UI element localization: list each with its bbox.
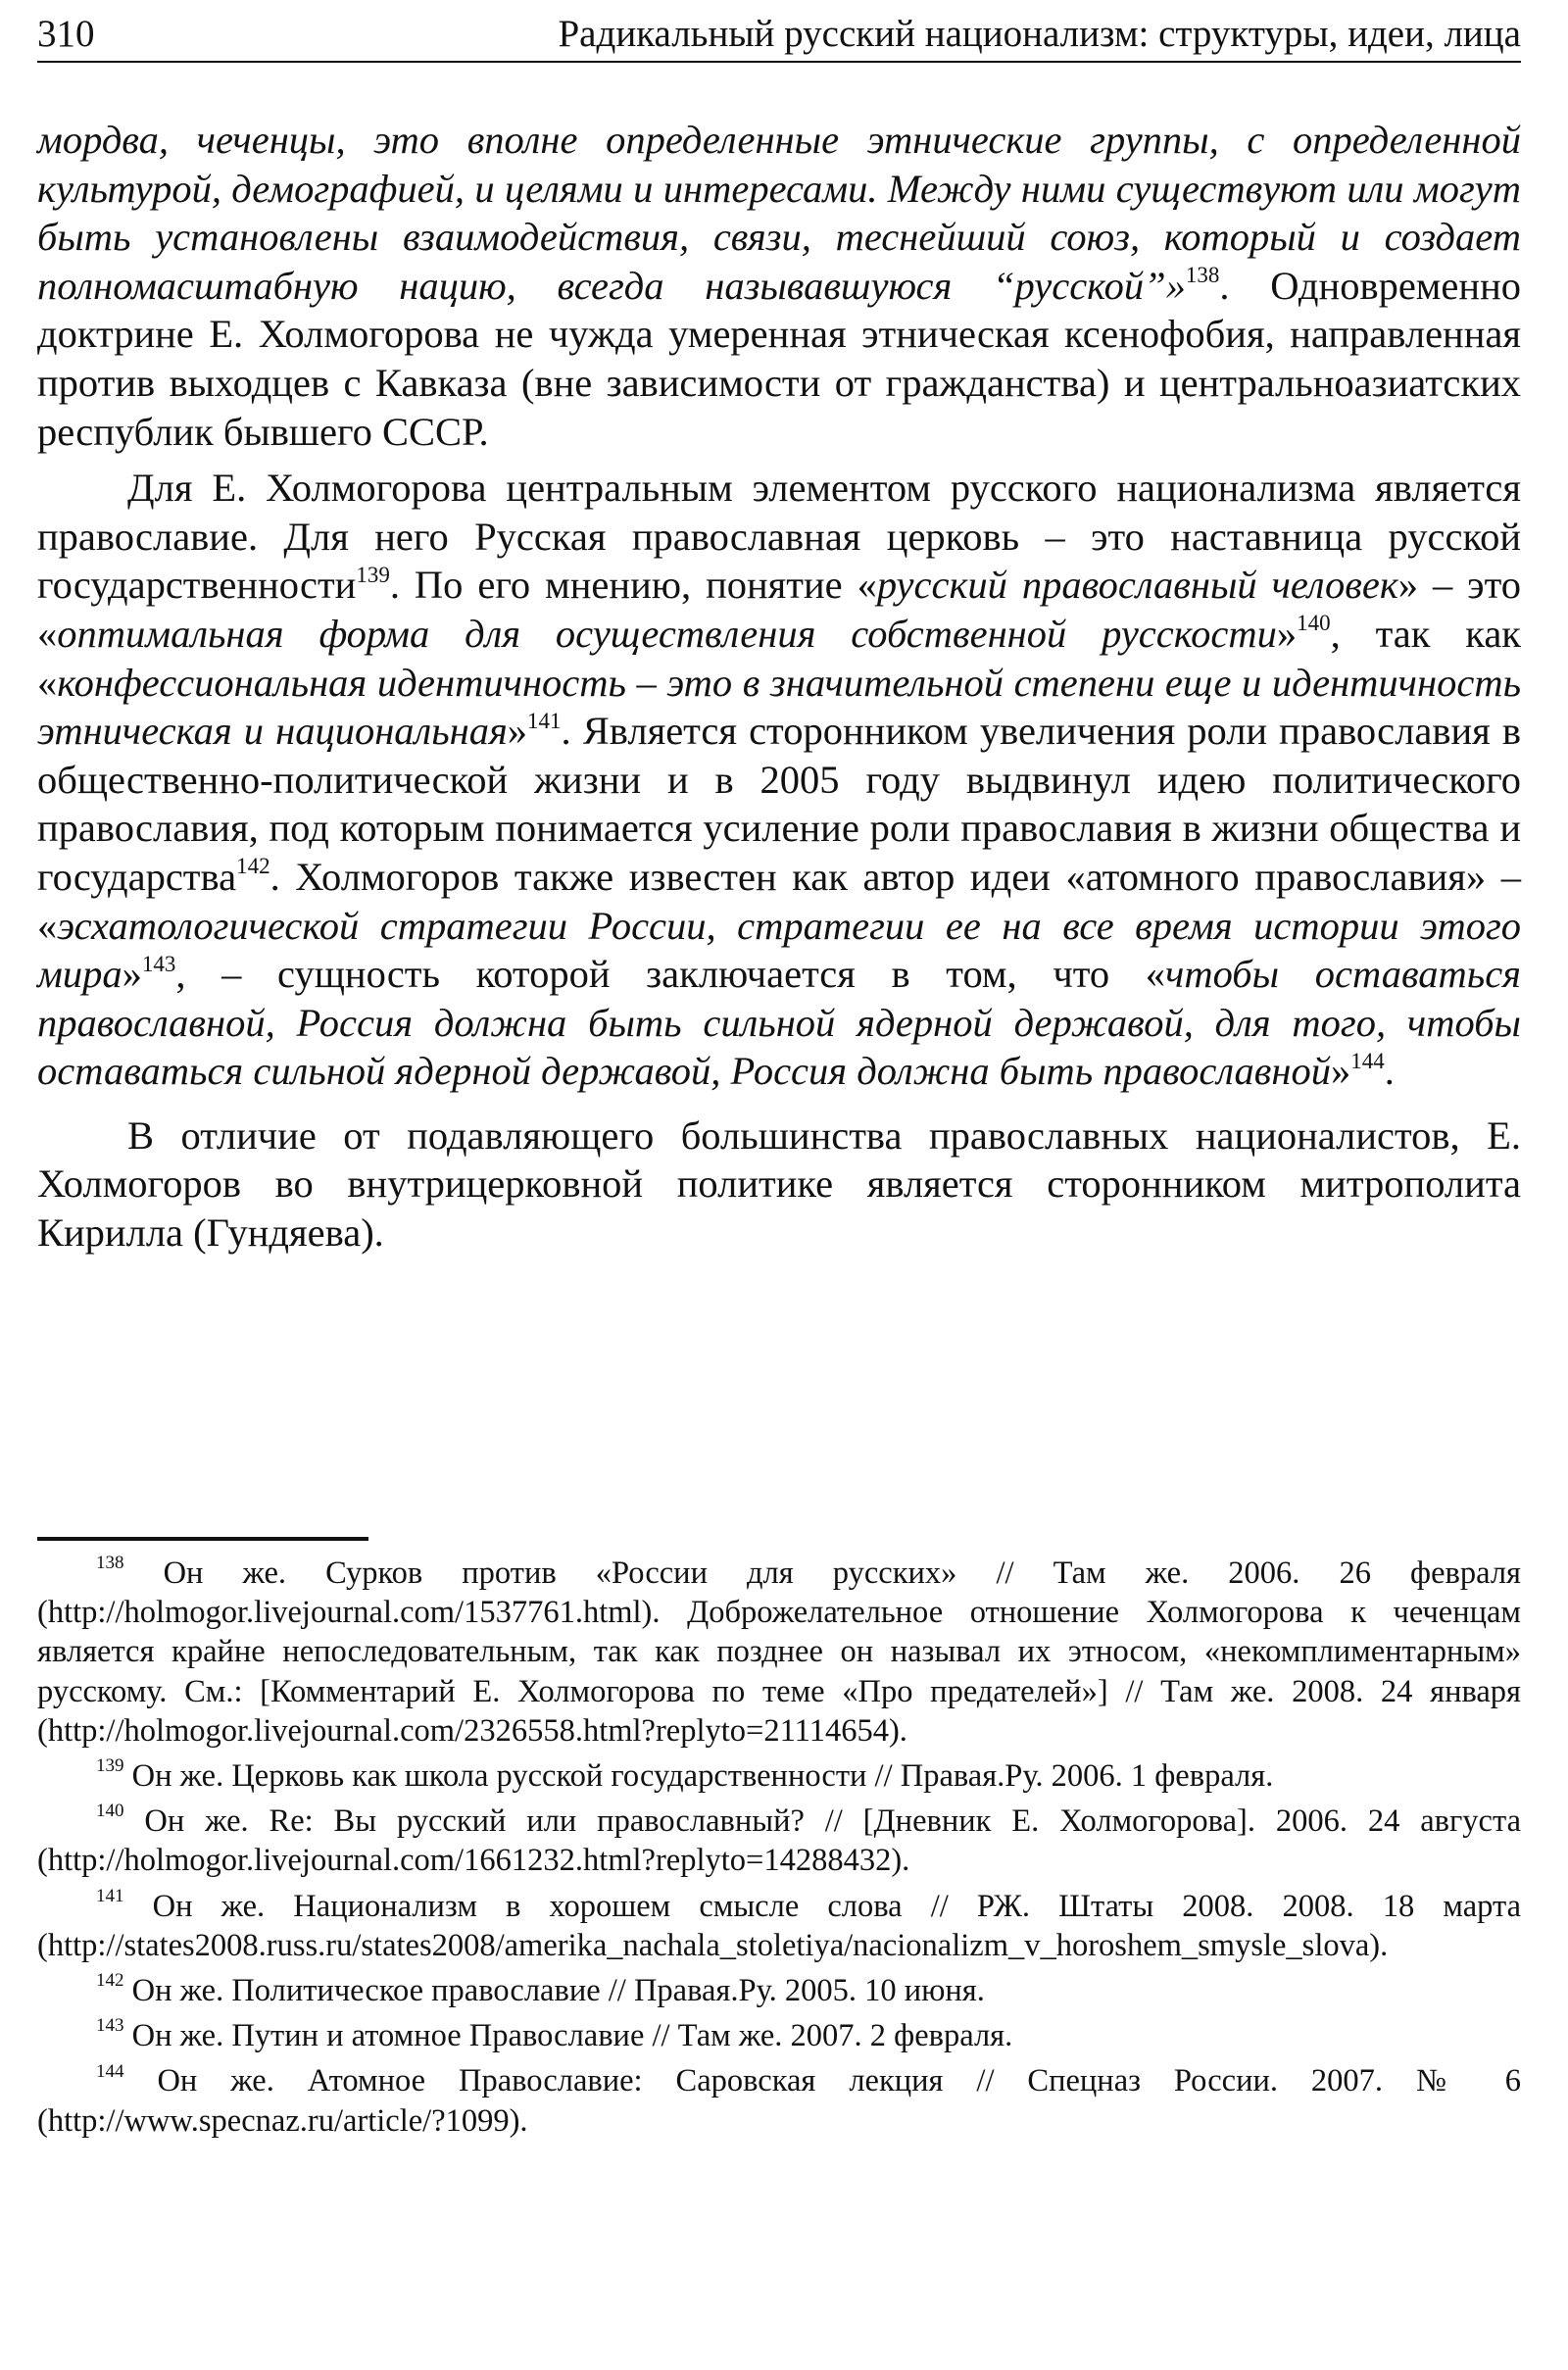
- footnotes: [37, 1554, 1521, 2147]
- footnote-text: Он же. Re: Вы русский или православный? // [Дневник Е. Холмогорова]. 2006. 24 августа (http://holmogor.livejournal.com/1661232.html?replyto=14288432).: [37, 1803, 1522, 1879]
- page-number: 310: [37, 13, 95, 55]
- paragraph-text: »: [1330, 1049, 1351, 1094]
- page-header: [37, 10, 1521, 63]
- footnote: [37, 2016, 1521, 2055]
- footnote-number: 140: [96, 1801, 124, 1822]
- quote-italic: эсхатологической стратегии России, стратегии ее на все время истории этого мира: [37, 903, 1521, 997]
- paragraph-text: . Холмогоров также известен как автор идеи «атомного православия» – «: [37, 854, 1521, 948]
- paragraph-orthodoxy: [37, 464, 1521, 1096]
- quote-italic: чтобы оставаться православной, Россия должна быть сильной ядерной державой, для того, чтобы оставаться сильной ядерной державой, Россия должна быть православной: [37, 952, 1521, 1094]
- footnote-ref: 144: [1350, 1048, 1385, 1073]
- paragraph-text: »: [507, 709, 528, 754]
- paragraph-text: . Одновременно доктрине Е. Холмогорова не чужда умеренная этническая ксенофобия, направленная против выходцев с Кавказа (вне зависимости от гражданства) и центральноазиатских республик бывшего СССР.: [37, 263, 1522, 454]
- paragraph-kirill: В отличие от подавляющего большинства православных националистов, Е. Холмогоров во внутрицерковной политике является сторонником митрополита Кирилла (Гундяева).: [37, 1112, 1521, 1256]
- footnote: [37, 1756, 1521, 1796]
- footnote: [37, 1802, 1521, 1880]
- paragraph-continuation: [37, 116, 1521, 456]
- paragraph-text: »: [1276, 611, 1298, 656]
- footnote-number: 138: [96, 1553, 124, 1574]
- main-text: [37, 116, 1521, 1258]
- footnote: [37, 2061, 1521, 2140]
- footnote: [37, 1887, 1521, 1965]
- paragraph-text: »: [122, 952, 142, 997]
- paragraph-text: .: [1384, 1049, 1395, 1094]
- paragraph-text: . Является сторонником увеличения роли православия в общественно-политической жизни и в 2005 году выдвинул идею политического православия, под которым понимается усиление роли православия в жизни общества и государства: [37, 709, 1521, 899]
- footnote-text: Он же. Сурков против «России для русских» // Там же. 2006. 26 февраля (http://holmogor.livejournal.com/1537761.html). Доброжелательное отношение Холмогорова к чеченцам является крайне непоследовательным, так как позднее он называл их этносом, «некомплиментарным» русскому. См.: [Комментарий Е. Холмогорова по теме «Про предателей»] // Там же. 2008. 24 января (http://holmogor.livejournal.com/2326558.html?replyto=21114654).: [37, 1555, 1521, 1749]
- footnote-number: 139: [96, 1755, 124, 1777]
- quote-italic: оптимальная форма для осуществления собственной русскости: [57, 611, 1277, 656]
- book-page: [37, 0, 1521, 2370]
- paragraph-text: , – сущность которой заключается в том, что «: [175, 952, 1166, 997]
- footnote-ref: 139: [356, 562, 390, 587]
- footnote-separator: [37, 1537, 368, 1541]
- footnote-number: 141: [96, 1885, 124, 1906]
- footnote-number: 142: [96, 1970, 124, 1992]
- footnote-text: Он же. Атомное Православие: Саровская лекция // Спецназ России. 2007. № 6 (http://www.specnaz.ru/article/?1099).: [37, 2063, 1522, 2139]
- footnote-text: Он же. Путин и атомное Православие // Там же. 2007. 2 февраля.: [131, 2018, 1013, 2054]
- paragraph-text: Для Е. Холмогорова центральным элементом русского национализма является православие. Для него Русская православная церковь – это наставница русской государственности: [37, 466, 1521, 608]
- footnote-number: 144: [96, 2060, 124, 2082]
- footnote-ref: 143: [141, 951, 176, 976]
- footnote-ref: 141: [527, 708, 562, 733]
- footnote-text: Он же. Церковь как школа русской государственности // Правая.Ру. 2006. 1 февраля.: [131, 1758, 1274, 1795]
- footnote: [37, 1554, 1521, 1751]
- footnote-number: 143: [96, 2015, 124, 2037]
- quote-italic: конфессиональная идентичность – это в значительной степени еще и идентичность этническая и национальная: [37, 660, 1521, 754]
- quote-italic: русский православный человек: [876, 563, 1398, 608]
- paragraph-text: , так как «: [37, 611, 1521, 705]
- footnote-text: Он же. Политическое православие // Правая.Ру. 2005. 10 июня.: [131, 1973, 985, 2009]
- footnote-ref: 138: [1185, 263, 1220, 288]
- footnote-ref: 142: [236, 854, 270, 879]
- quote-italic: мордва, чеченцы, это вполне определенные этнические группы, с определенной культурой, демографией, и целями и интересами. Между ними существуют или могут быть установлены взаимодействия, связи, теснейший союз, который и создает полномасштабную нацию, всегда называвшуюся “русской”»: [37, 118, 1521, 308]
- footnote-text: Он же. Национализм в хорошем смысле слова // РЖ. Штаты 2008. 2008. 18 марта (http://states2008.russ.ru/states2008/amerika_nachala_stoletiya/nacionalizm_v_horoshem_smysle_slova).: [37, 1888, 1521, 1963]
- footnote: [37, 1971, 1521, 2010]
- paragraph-text: . По его мнению, понятие «: [389, 563, 877, 608]
- paragraph-text: » – это «: [37, 563, 1521, 656]
- running-title: Радикальный русский национализм: структуры, идеи, лица: [558, 13, 1521, 55]
- footnote-ref: 140: [1297, 611, 1331, 636]
